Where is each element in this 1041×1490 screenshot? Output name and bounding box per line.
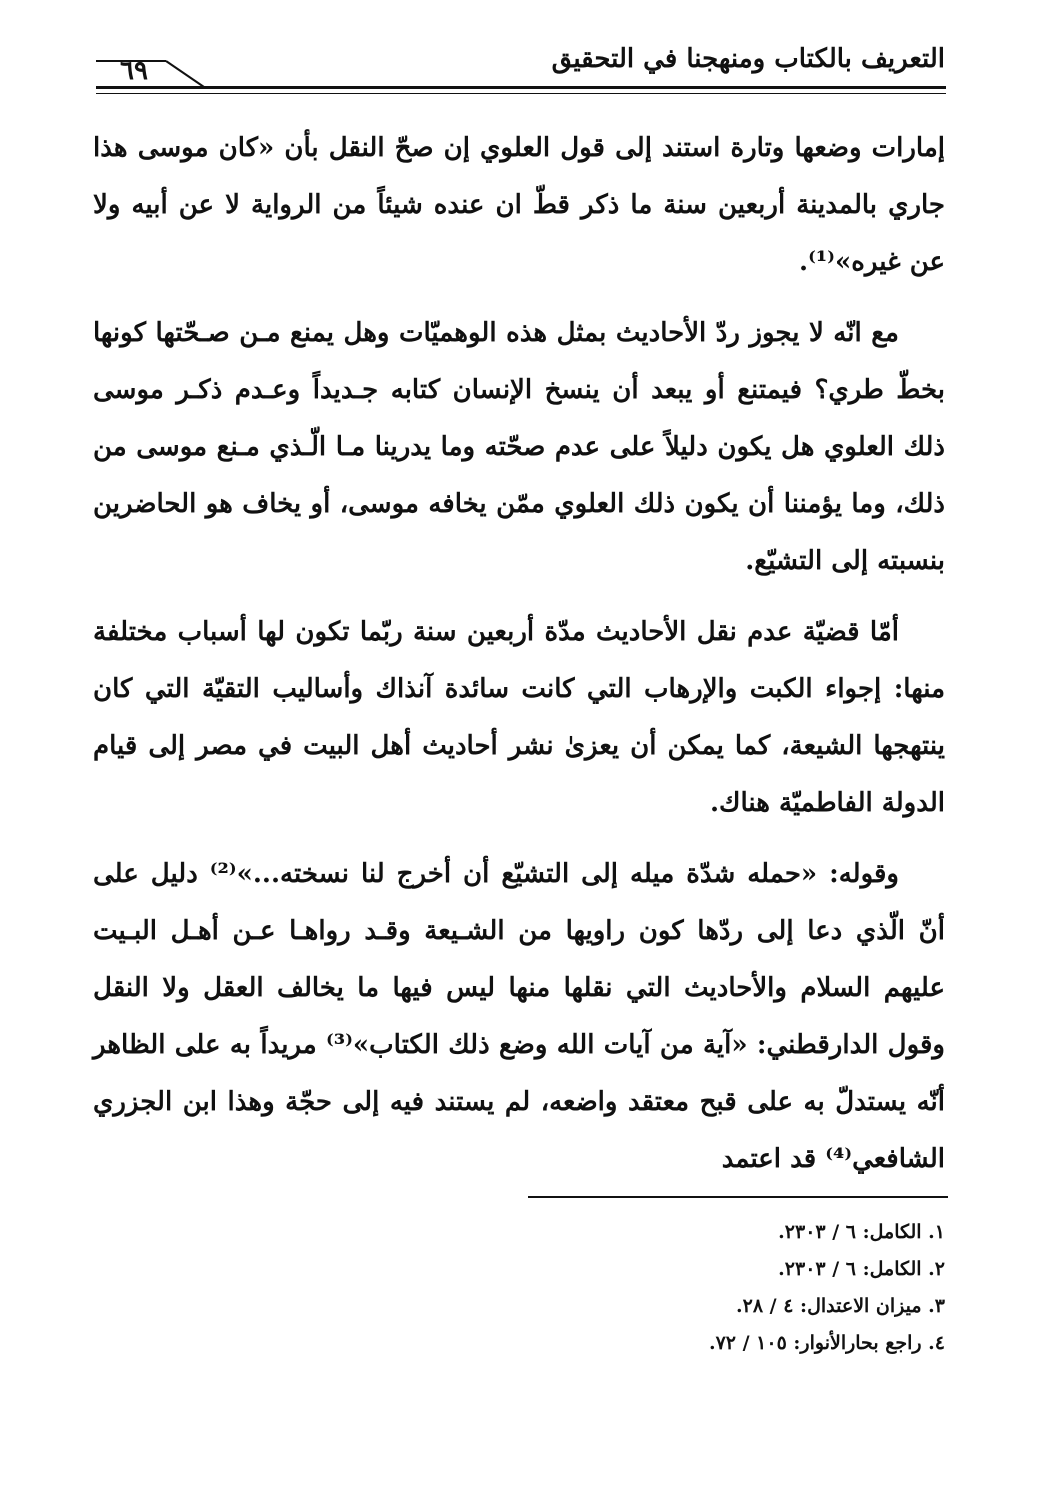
page-number: ٦٩ [120,56,148,86]
paragraph: أمّا قضيّة عدم نقل الأحاديث مدّة أربعين سنة ربّما تكون لها أسباب مختلفة منها: إجواء الكبت والإرهاب التي كانت سائدة آنذاك وأساليب التقيّة التي كان ينتهجها الشيعة، كما يمكن أن يعزىٰ نشر أحاديث أهل البيت في مصر إلى قيام الدولة الفاطميّة هناك. [93,617,945,818]
header-rule-thick [96,86,946,89]
footnote-item: ٤. راجع بحارالأنوار: ١٠٥ / ٧٢. [708,1332,945,1354]
footnote-item: ١. الكامل: ٦ / ٢٣٠٣. [778,1221,945,1243]
footnotes-list [93,1214,945,1362]
main-text [93,120,945,1202]
header-rule-thin [96,93,946,94]
footnote-item: ٢. الكامل: ٦ / ٢٣٠٣. [778,1258,945,1280]
footnote-separator [528,1196,948,1198]
running-header-title: التعريف بالكتاب ومنهجنا في التحقيق [551,44,945,74]
paragraph: وقوله: «حمله شدّة ميله إلى التشيّع أن أخرج لنا نسخته...»⁽²⁾ دليل على أنّ الّذي دعا إلى ردّها كون راويها من الشـيعة وقـد رواهـا عـن أهـل البـيت عليهم السلام والأحاديث التي نقلها منها ليس فيها ما يخالف العقل ولا النقل وقول الدارقطني: «آية من آيات الله وضع ذلك الكتاب»⁽³⁾ مريداً به على الظاهر أنّه يستدلّ به على قبح معتقد واضعه، لم يستند فيه إلى حجّة وهذا ابن الجزري الشافعي⁽⁴⁾ قد اعتمد [93,859,945,1174]
paragraph: مع انّه لا يجوز ردّ الأحاديث بمثل هذه الوهميّات وهل يمنع مـن صـحّتها كونها بخطّ طري؟ فيمتنع أو يبعد أن ينسخ الإنسان كتابه جـديداً وعـدم ذكـر موسى ذلك العلوي هل يكون دليلاً على عدم صحّته وما يدرينا مـا الّـذي مـنع موسى من ذلك، وما يؤمننا أن يكون ذلك العلوي ممّن يخافه موسى، أو يخاف هو الحاضرين بنسبته إلى التشيّع. [93,318,945,576]
footnote-item: ٣. ميزان الاعتدال: ٤ / ٢٨. [736,1295,945,1317]
paragraph: إمارات وضعها وتارة استند إلى قول العلوي إن صحّ النقل بأن «كان موسى هذا جاري بالمدينة أربعين سنة ما ذكر قطّ ان عنده شيئاً من الرواية لا عن أبيه ولا عن غيره»⁽¹⁾. [93,133,945,277]
